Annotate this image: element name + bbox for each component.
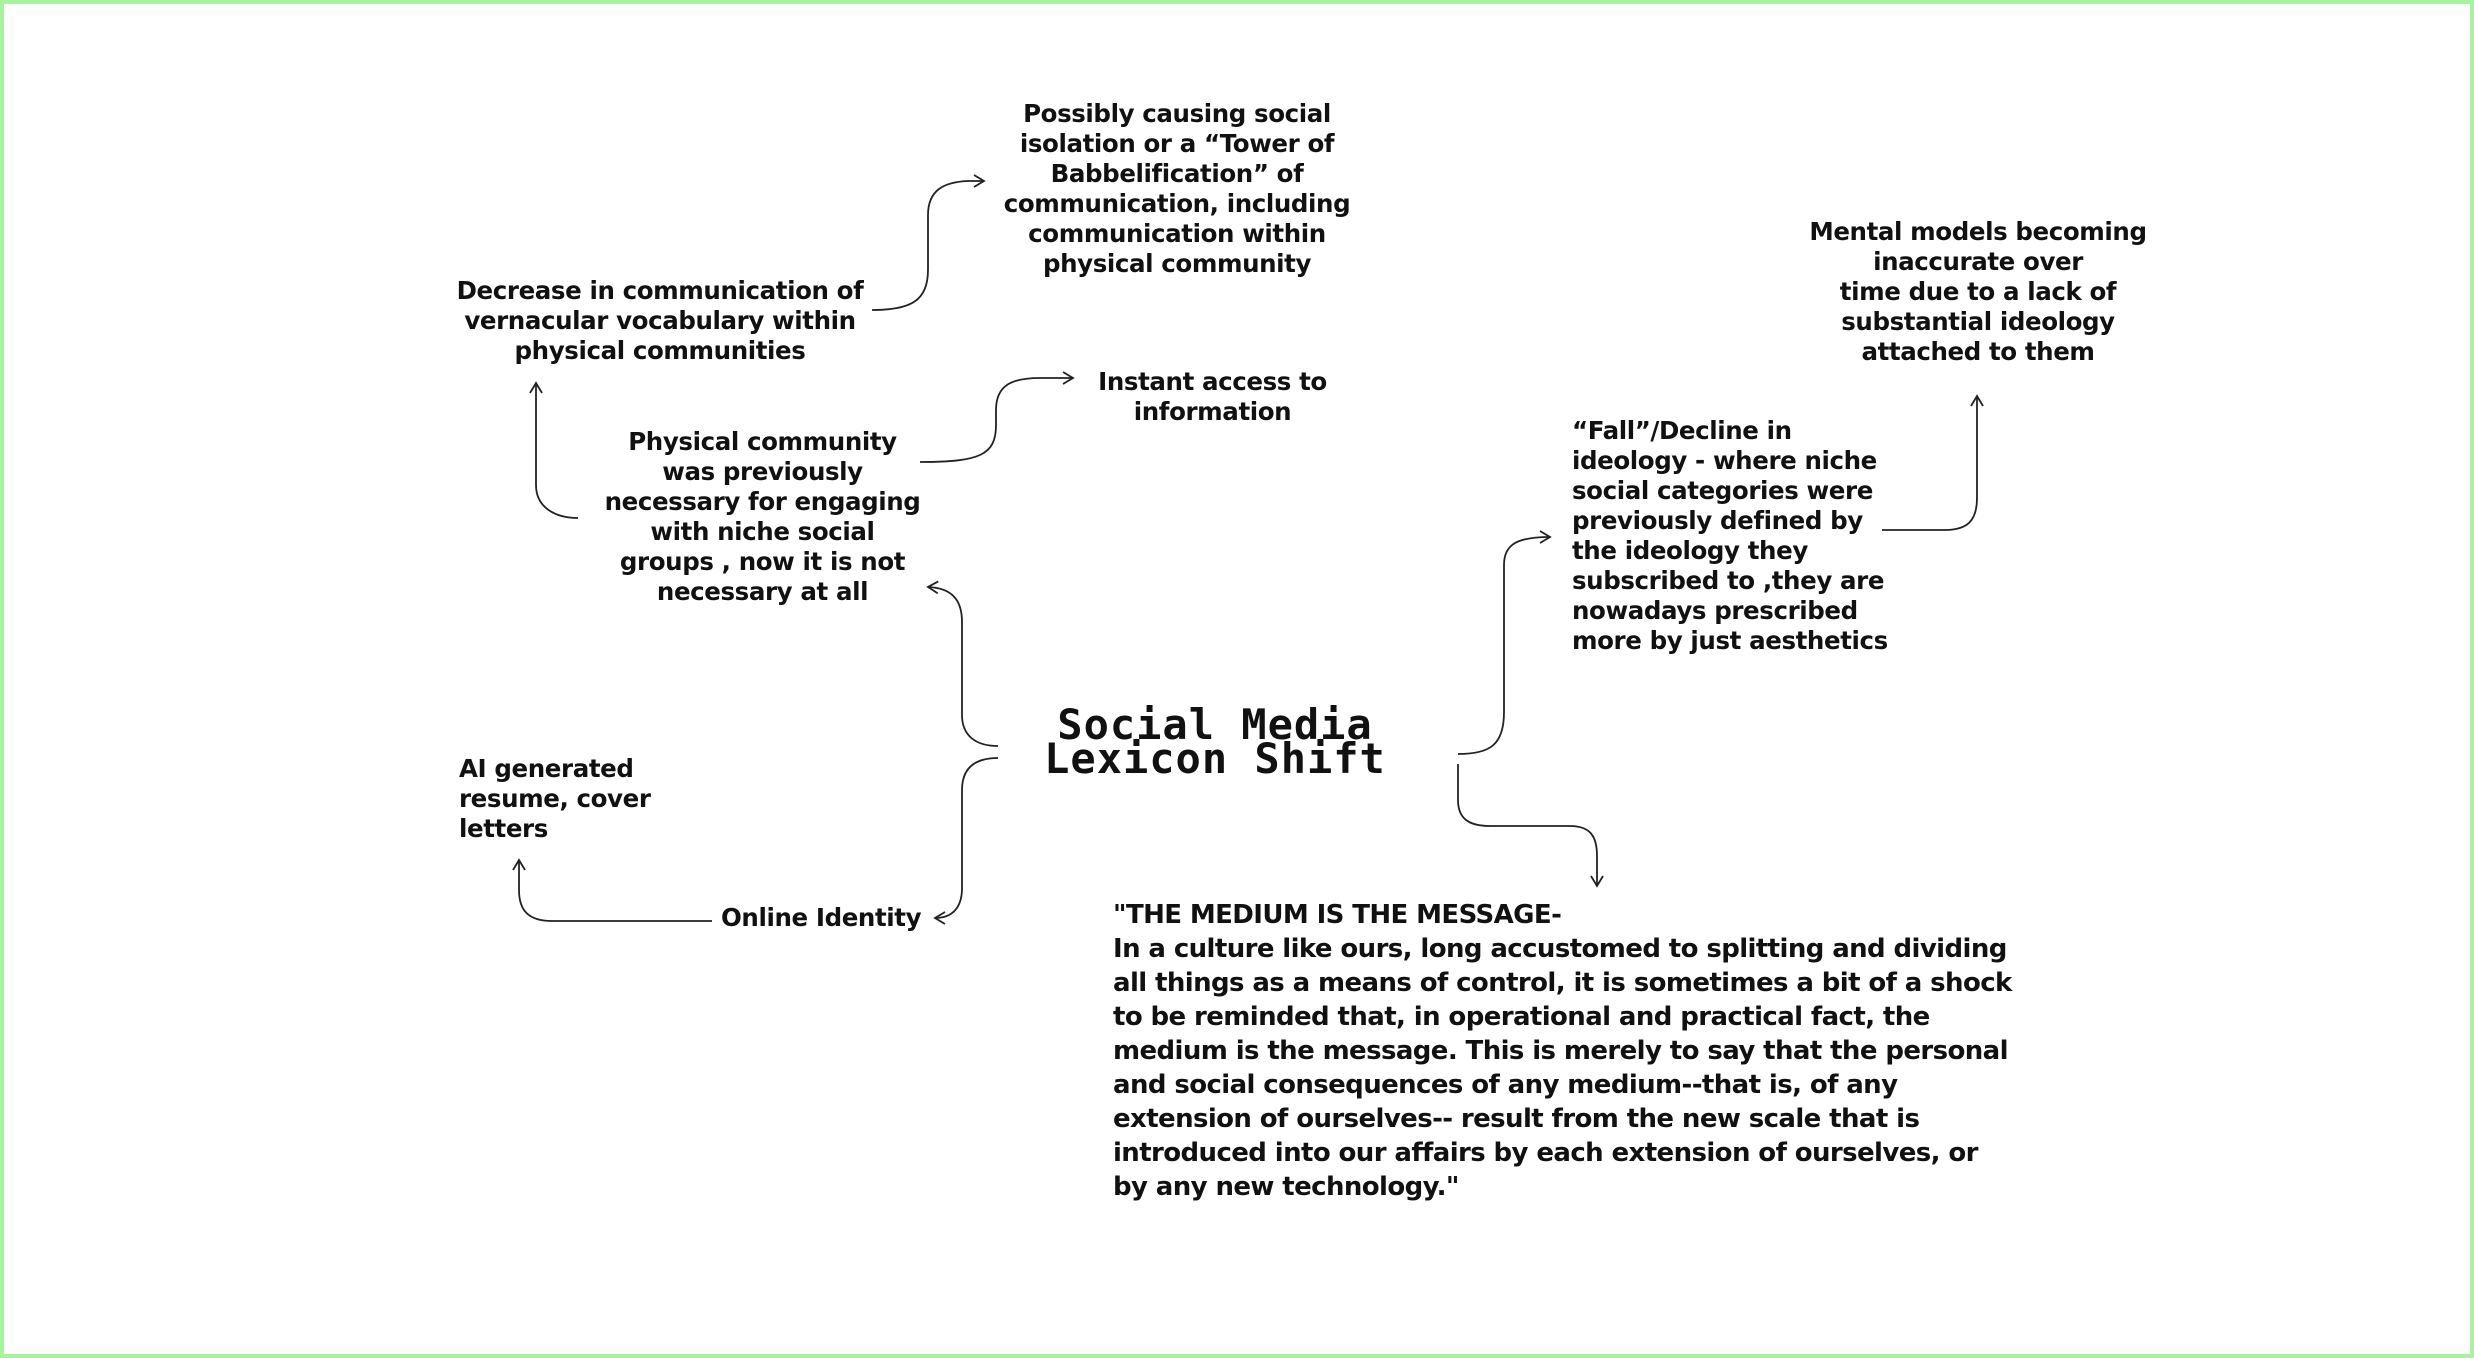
connector-online-identity-to-ai-generated — [519, 860, 712, 921]
node-instant-access: Instant access to information — [1098, 367, 1327, 426]
node-fall-decline: “Fall”/Decline in ideology - where niche social categories were previously defined by the ideology they subscribed to ,they are nowadays prescribed more by just aesthetics — [1572, 416, 1888, 655]
quote-body: In a culture like ours, long accustomed to splitting and dividing all things as a means of control, it is sometimes a bit of a shock to be reminded that, in operational and practical fact, the medium is the message. This is merely to say that the personal and social consequences of any medium--that is, of any extension of ourselves-- result from the new scale that is introduced into our affairs by each extension of ourselves, or by any new technology." — [1113, 934, 2012, 1202]
quote-heading: "THE MEDIUM IS THE MESSAGE- — [1113, 900, 1562, 930]
connector-center-to-physical-community — [928, 587, 998, 746]
node-physical-community: Physical community was previously necessary for engaging with niche social groups , now it is not necessary at all — [604, 427, 921, 606]
node-social-isolation: Possibly causing social isolation or a “Tower of Babbelification” of communication, including communication within physical community — [1003, 99, 1351, 278]
connector-center-to-online-identity — [935, 758, 998, 918]
connector-decrease-to-social-isolation — [872, 181, 984, 310]
diagram-title: Social Media Lexicon Shift — [1044, 700, 1386, 783]
node-ai-generated: AI generated resume, cover letters — [459, 754, 651, 843]
connector-physical-community-to-decrease — [536, 383, 578, 518]
node-medium-quote — [1113, 898, 2013, 1204]
node-decrease-communication: Decrease in communication of vernacular vocabulary within physical communities — [456, 276, 864, 365]
connector-physical-community-to-instant-access — [920, 378, 1073, 462]
connector-center-to-quote — [1458, 764, 1597, 886]
node-online-identity: Online Identity — [721, 903, 922, 932]
connector-center-to-fall-decline — [1458, 537, 1550, 754]
node-mental-models: Mental models becoming inaccurate over time due to a lack of substantial ideology attached to them — [1809, 217, 2147, 366]
